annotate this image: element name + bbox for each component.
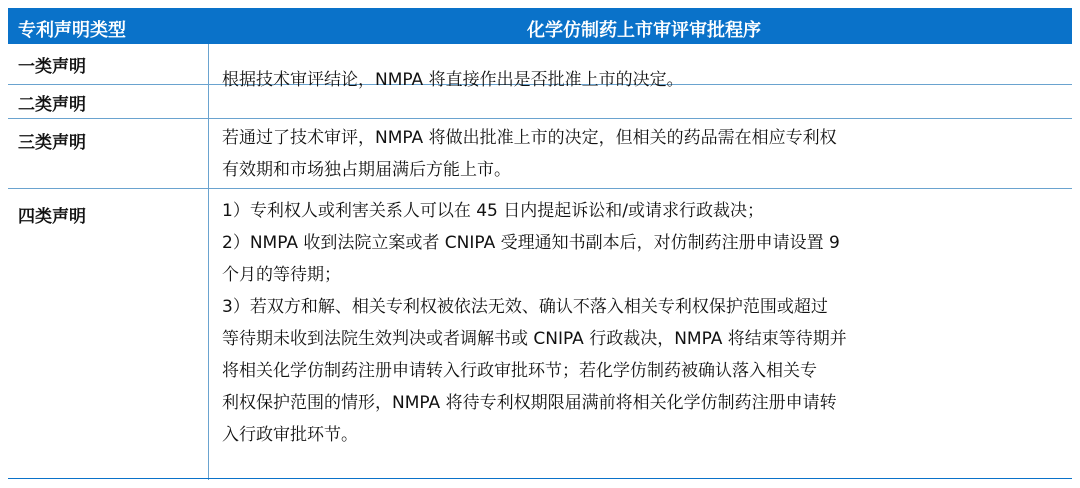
content-line: 有效期和市场独占期届满后方能上市。 — [222, 160, 511, 180]
row-divider — [8, 188, 1072, 189]
content-class-3 — [222, 122, 1062, 186]
row-label-class-3: 三类声明 — [18, 133, 86, 153]
patent-declaration-table — [8, 8, 1072, 480]
content-line: 将相关化学仿制药注册申请转入行政审批环节；若化学仿制药被确认落入相关专 — [222, 361, 817, 381]
content-class-1-2: 根据技术审评结论，NMPA 将直接作出是否批准上市的决定。 — [222, 70, 684, 90]
content-line: 若通过了技术审评，NMPA 将做出批准上市的决定，但相关的药品需在相应专利权 — [222, 128, 837, 148]
row-divider — [8, 118, 1072, 119]
row-label-class-4: 四类声明 — [18, 207, 86, 227]
column-divider — [208, 44, 209, 480]
content-line: 入行政审批环节。 — [222, 425, 358, 445]
content-line: 1）专利权人或利害关系人可以在 45 日内提起诉讼和/或请求行政裁决； — [222, 201, 764, 221]
content-line: 利权保护范围的情形，NMPA 将待专利权期限届满前将相关化学仿制药注册申请转 — [222, 393, 837, 413]
table-bottom-border — [8, 478, 1072, 479]
content-line: 个月的等待期； — [222, 265, 341, 285]
header-col-procedure: 化学仿制药上市审评审批程序 — [527, 20, 761, 41]
table-header — [8, 8, 1072, 44]
row-label-class-2: 二类声明 — [18, 95, 86, 115]
content-class-4 — [222, 195, 1062, 451]
header-col-type: 专利声明类型 — [18, 20, 126, 41]
content-line: 等待期未收到法院生效判决或者调解书或 CNIPA 行政裁决，NMPA 将结束等待期并 — [222, 329, 847, 349]
content-line: 2）NMPA 收到法院立案或者 CNIPA 受理通知书副本后，对仿制药注册申请设置 9 — [222, 233, 840, 253]
content-line: 3）若双方和解、相关专利权被依法无效、确认不落入相关专利权保护范围或超过 — [222, 297, 828, 317]
row-label-class-1: 一类声明 — [18, 57, 86, 77]
